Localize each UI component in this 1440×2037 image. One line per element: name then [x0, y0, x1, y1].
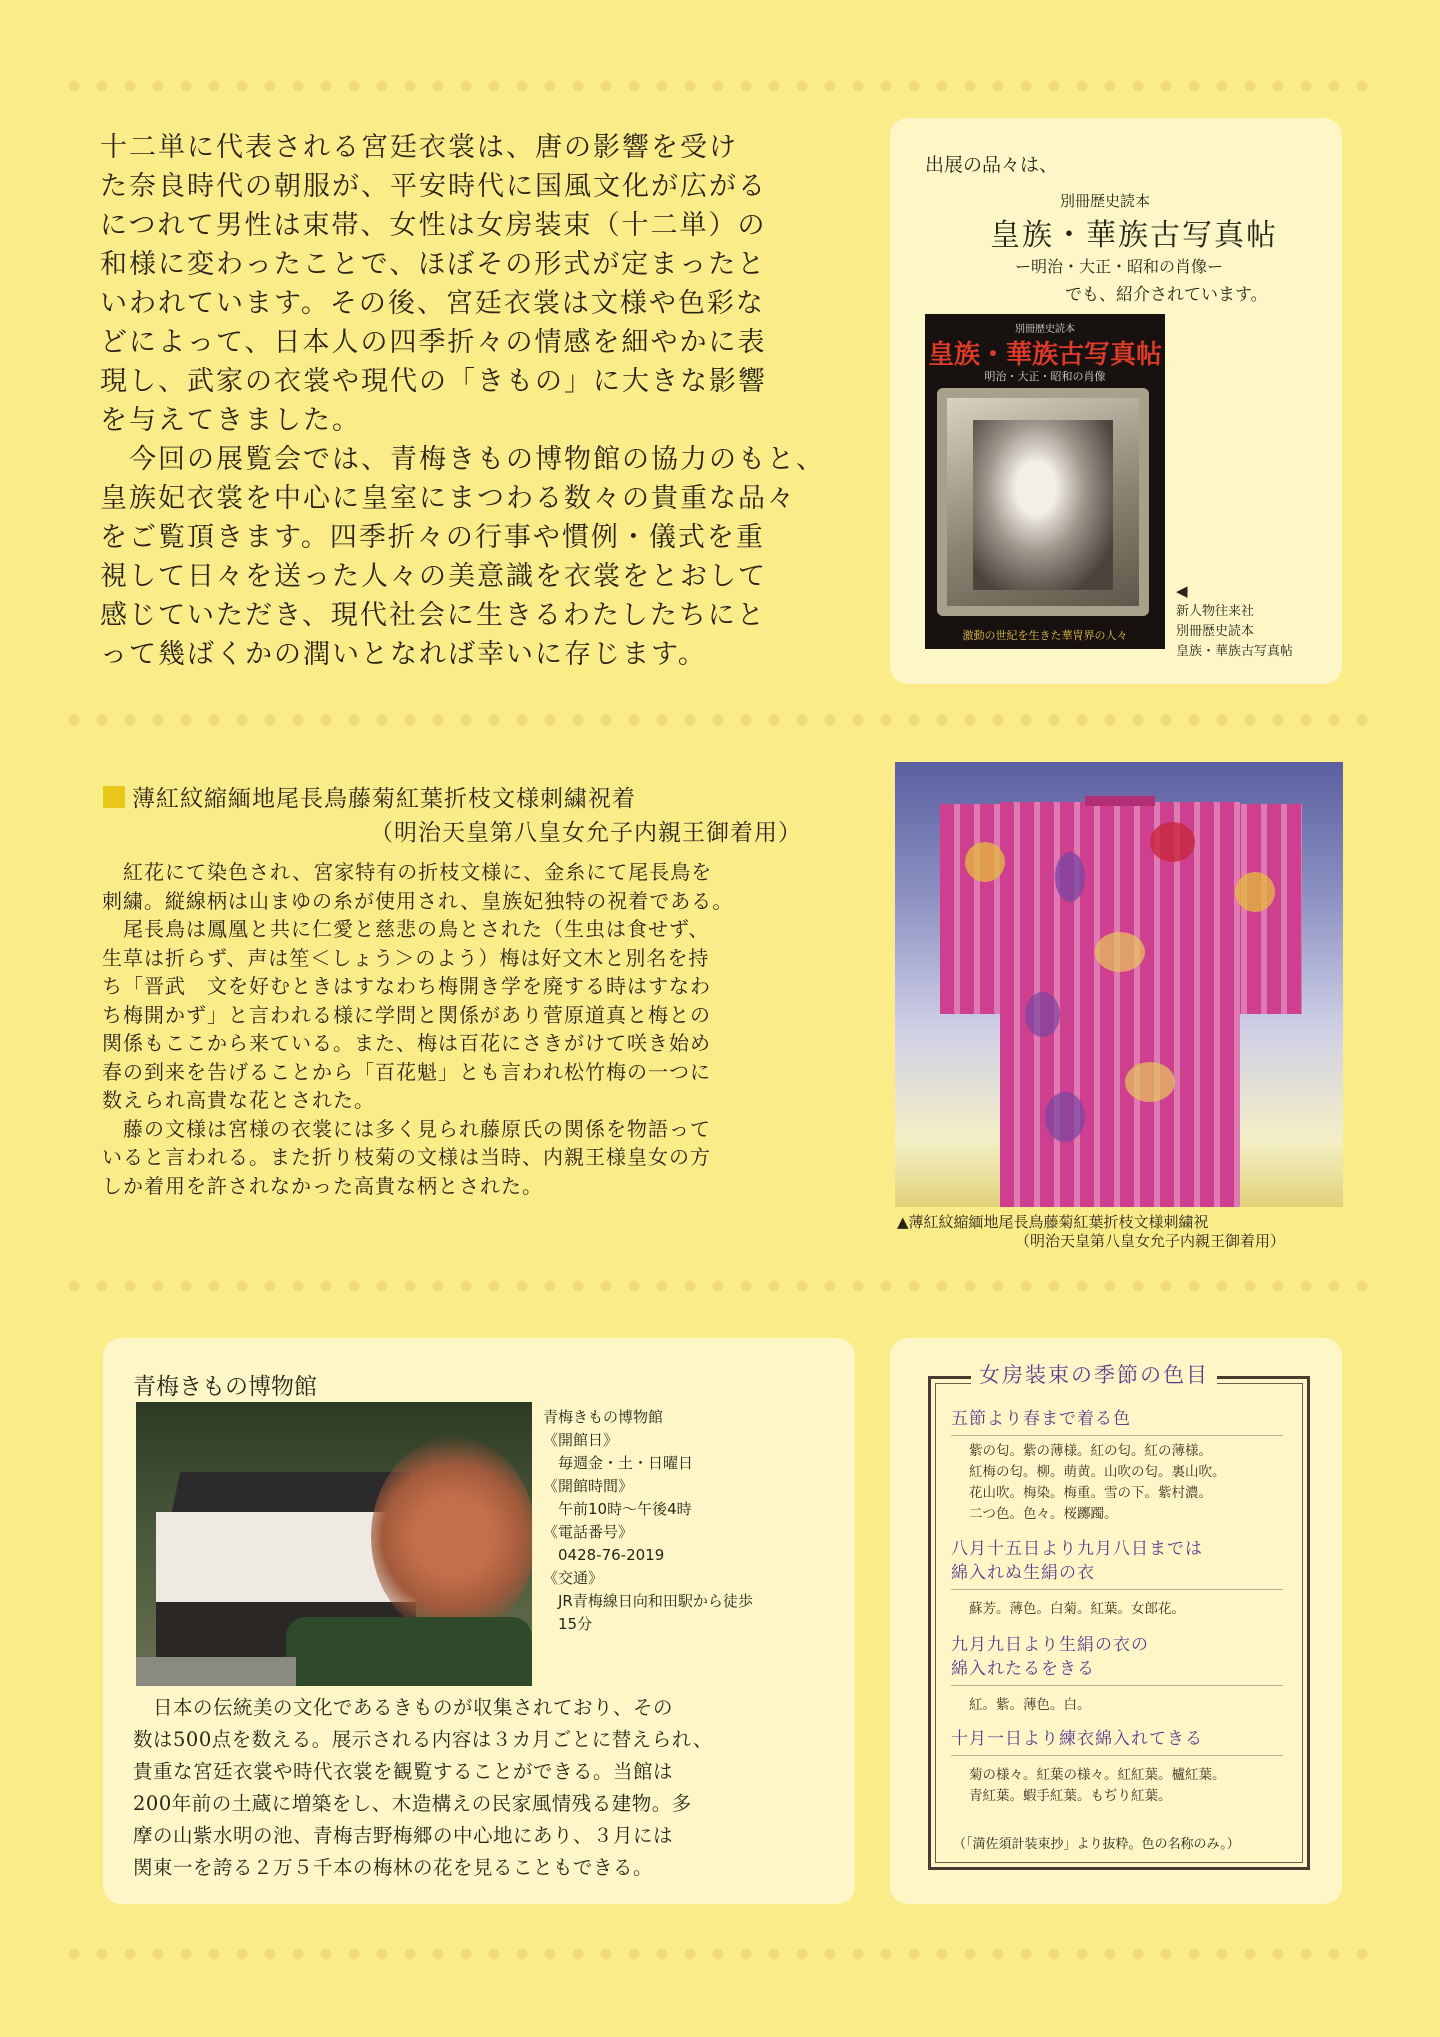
kimono-description-line: ち「晋武 文を好むときはすなわち梅開き学を廃する時はすなわ	[102, 974, 711, 998]
weeping-tree	[371, 1437, 532, 1637]
book-credit-line: 新人物往来社	[1176, 604, 1255, 619]
kimono-description-line: 藤の文様は宮様の衣裳には多く見られ藤原氏の関係を物語って	[102, 1116, 711, 1141]
intro-paragraph	[100, 128, 870, 674]
decorative-band-mid1	[60, 706, 1380, 734]
season-color-line: 紫の匂。紫の薄様。紅の匂。紅の薄様。	[969, 1443, 1212, 1459]
museum-info-line: 午前10時～午後4時	[543, 1500, 692, 1518]
embroidery-motif	[1055, 852, 1085, 902]
season-section-heading	[951, 1537, 1203, 1585]
hedge	[286, 1617, 532, 1686]
season-color-line: 蘇芳。薄色。白菊。紅葉。女郎花。	[969, 1601, 1185, 1617]
museum-info-line: 《開館日》	[543, 1431, 619, 1449]
season-color-line: 二つ色。色々。桜躑躅。	[969, 1506, 1118, 1522]
intro-line: って幾ばくかの潤いとなれば幸いに存じます。	[100, 639, 707, 670]
intro-line: 今回の展覧会では、青梅きもの博物館の協力のもと、	[100, 444, 825, 475]
kimono-description-line: 春の到来を告げることから「百花魁」とも言われ松竹梅の一つに	[102, 1059, 711, 1084]
season-color-list	[969, 1695, 1091, 1716]
kimono-description-line: 数えられ高貴な花とされた。	[102, 1088, 375, 1112]
museum-info-line: 0428-76-2019	[543, 1546, 665, 1564]
embroidery-motif	[1125, 1062, 1175, 1102]
museum-description-line: 摩の山紫水明の池、青梅吉野梅郷の中心地にあり、３月には	[133, 1824, 674, 1847]
season-color-line: 青紅葉。蝦手紅葉。もぢり紅葉。	[969, 1788, 1172, 1804]
embroidery-motif	[1025, 992, 1060, 1037]
season-colors-panel	[890, 1338, 1342, 1904]
intro-line: 現し、武家の衣裳や現代の「きもの」に大きな影響	[100, 366, 767, 397]
museum-panel	[103, 1338, 855, 1904]
section-divider	[951, 1755, 1283, 1756]
book-title: 皇族・華族古写真帖	[990, 218, 1278, 253]
museum-info-line: 青梅きもの博物館	[543, 1408, 664, 1426]
book-cover-title: 皇族・華族古写真帖	[927, 340, 1162, 370]
museum-info-line: 《開館時間》	[543, 1477, 634, 1495]
intro-line: 皇族妃衣裳を中心に皇室にまつわる数々の貴重な品々	[100, 483, 796, 514]
museum-description-line: 貴重な宮廷衣裳や時代衣裳を観覧することができる。当館は	[133, 1760, 674, 1783]
season-color-line: 花山吹。梅染。梅重。雪の下。紫村濃。	[969, 1485, 1212, 1501]
section-divider	[951, 1589, 1283, 1590]
kimono-description-line: 尾長鳥は鳳凰と共に仁愛と慈悲の鳥とされた（生虫は食せず、	[102, 917, 710, 941]
embroidery-motif	[965, 842, 1005, 882]
museum-info-line: 15分	[543, 1615, 593, 1633]
museum-info	[543, 1406, 753, 1636]
season-color-line: 紅。紫。薄色。白。	[969, 1697, 1091, 1713]
intro-line: た奈良時代の朝服が、平安時代に国風文化が広がる	[100, 171, 767, 202]
kimono-description-line: 紅花にて染色され、宮家特有の折枝文様に、金糸にて尾長鳥を	[102, 860, 713, 884]
museum-building-photo	[136, 1402, 532, 1686]
book-cover-image	[925, 314, 1165, 649]
museum-description-line: 日本の伝統美の文化であるきものが収集されており、その	[133, 1696, 674, 1719]
book-intro: 出展の品々は、	[925, 154, 1059, 176]
museum-info-line: JR青梅線日向和田駅から徒歩	[543, 1592, 753, 1610]
museum-description-line: 関東一を誇る２万５千本の梅林の花を見ることもできる。	[133, 1856, 654, 1879]
season-color-list	[969, 1599, 1185, 1620]
kimono-subheading: （明治天皇第八皇女允子内親王御着用）	[370, 820, 802, 846]
book-cover-caption: 激動の世紀を生きた華冑界の人々	[962, 629, 1128, 642]
season-color-line: 菊の様々。紅葉の様々。紅紅葉。櫨紅葉。	[969, 1767, 1226, 1783]
season-heading-line: 九月九日より生絹の衣の	[951, 1635, 1149, 1655]
book-subtitle: ー明治・大正・昭和の肖像ー	[1015, 257, 1224, 276]
season-section-heading: 十月一日より練衣綿入れてきる	[951, 1729, 1203, 1749]
book-credit-line: 別冊歴史読本	[1176, 624, 1255, 639]
left-arrow-icon: ◀	[1176, 582, 1188, 600]
museum-description-line: 200年前の土蔵に増築をし、木造構えの民家風情残る建物。多	[133, 1792, 692, 1815]
book-panel	[890, 118, 1342, 684]
portrait-frame	[937, 388, 1149, 616]
museum-description	[133, 1692, 833, 1884]
heading-square-icon	[103, 786, 125, 808]
intro-line: をご覧頂きます。四季折々の行事や慣例・儀式を重	[100, 522, 765, 553]
museum-info-line: 《交通》	[543, 1569, 604, 1587]
kimono-heading: 薄紅紋縮緬地尾長鳥藤菊紅葉折枝文様刺繍祝着	[132, 786, 636, 812]
kimono-description-line: いると言われる。また折り枝菊の文様は当時、内親王様皇女の方	[102, 1145, 711, 1169]
season-colors-box	[928, 1363, 1310, 1870]
intro-line: 和様に変わったことで、ほぼその形式が定まったと	[100, 249, 767, 280]
kimono-photo	[895, 762, 1343, 1207]
season-heading-line: 綿入れたるをきる	[951, 1659, 1095, 1679]
season-section-heading: 五節より春まで着る色	[951, 1409, 1131, 1429]
season-section-heading	[951, 1633, 1149, 1681]
embroidery-motif	[1095, 932, 1145, 972]
intro-line: いわれています。その後、宮廷衣裳は文様や色彩な	[100, 288, 765, 319]
season-color-line: 紅梅の匂。柳。萌黄。山吹の匂。裏山吹。	[969, 1464, 1226, 1480]
museum-title: 青梅きもの博物館	[133, 1374, 317, 1400]
kimono-description	[102, 858, 862, 1200]
season-colors-title: 女房装束の季節の色目	[971, 1359, 1217, 1389]
season-color-list	[969, 1765, 1226, 1807]
book-credit	[1176, 602, 1293, 662]
kimono-description-line: 関係もここから来ている。また、梅は百花にさきがけて咲き始め	[102, 1031, 711, 1055]
kimono-description-line: しか着用を許されなかった高貴な柄とされた。	[102, 1173, 543, 1198]
embroidery-motif	[1150, 822, 1195, 862]
museum-description-line: 数は500点を数える。展示される内容は３カ月ごとに替えられ、	[133, 1728, 713, 1751]
decorative-band-top	[60, 72, 1380, 100]
book-after-text: でも、紹介されています。	[1065, 285, 1268, 305]
book-cover-series: 別冊歴史読本	[1015, 324, 1075, 335]
decorative-band-mid2	[60, 1272, 1380, 1300]
intro-line: を与えてきました。	[100, 405, 361, 436]
museum-info-line: 毎週金・土・日曜日	[543, 1454, 694, 1472]
kimono-description-line: ち梅開かず」と言われる様に学問と関係があり菅原道真と梅との	[102, 1002, 711, 1027]
intro-line: につれて男性は束帯、女性は女房装束（十二単）の	[100, 210, 767, 241]
kimono-description-line: 生草は折らず、声は笙＜しょう＞のよう）梅は好文木と別名を持	[102, 945, 710, 970]
book-series: 別冊歴史読本	[1060, 192, 1151, 210]
ground	[136, 1657, 296, 1686]
intro-line: 感じていただき、現代社会に生きるわたしたちにと	[100, 600, 766, 631]
embroidery-motif	[1235, 872, 1275, 912]
family-portrait-photo	[973, 420, 1113, 590]
decorative-band-bottom	[60, 1940, 1380, 1968]
season-color-list	[969, 1441, 1226, 1525]
book-cover-subtitle: 明治・大正・昭和の肖像	[984, 370, 1106, 383]
kimono-description-line: 刺繍。縦線柄は山まゆの糸が使用され、皇族妃独特の祝着である。	[102, 888, 734, 913]
embroidery-motif	[1045, 1092, 1085, 1142]
kimono-caption: ▲薄紅紋縮緬地尾長鳥藤菊紅葉折枝文様刺繍祝	[897, 1213, 1209, 1231]
museum-info-line: 《電話番号》	[543, 1523, 634, 1541]
section-divider	[951, 1435, 1283, 1436]
season-colors-note: （「満佐須計装束抄」より抜粋。色の名称のみ。）	[953, 1837, 1240, 1852]
kimono-collar	[1085, 796, 1155, 806]
section-divider	[951, 1685, 1283, 1686]
intro-line: どによって、日本人の四季折々の情感を細やかに表	[100, 327, 767, 358]
kimono-caption: （明治天皇第八皇女允子内親王御着用）	[1015, 1232, 1286, 1250]
book-credit-line: 皇族・華族古写真帖	[1176, 644, 1294, 659]
season-heading-line: 綿入れぬ生絹の衣	[951, 1563, 1095, 1583]
season-heading-line: 八月十五日より九月八日までは	[951, 1539, 1203, 1559]
intro-line: 十二単に代表される宮廷衣裳は、唐の影響を受け	[100, 132, 738, 163]
intro-line: 視して日々を送った人々の美意識を衣裳をとおして	[100, 561, 767, 592]
